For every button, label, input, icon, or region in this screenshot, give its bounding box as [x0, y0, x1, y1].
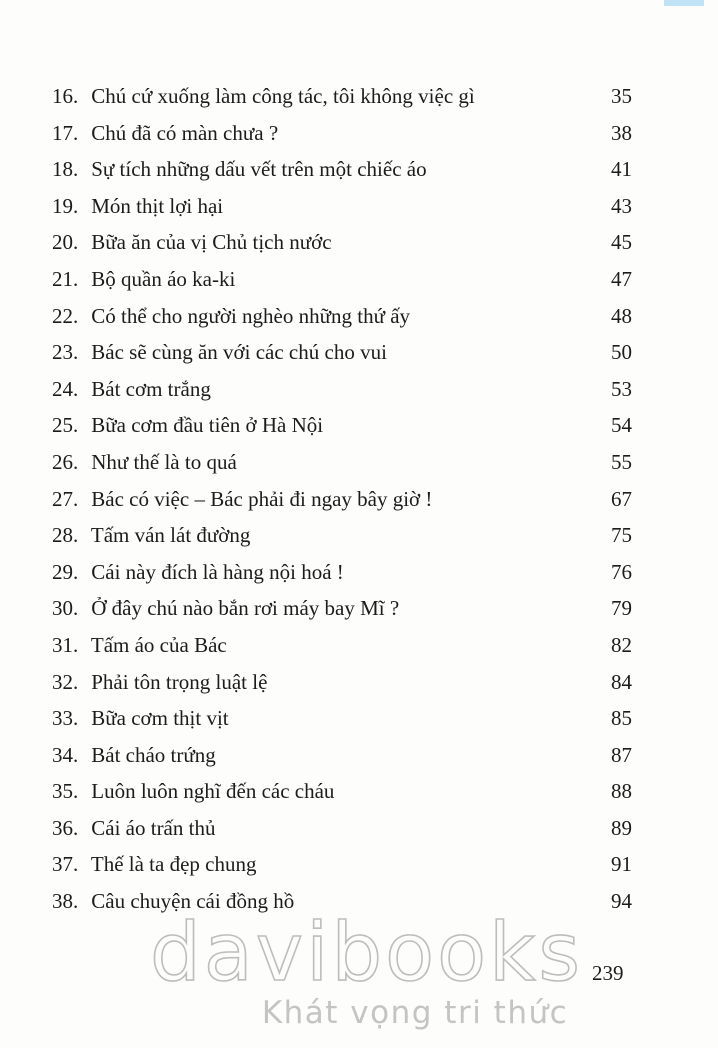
- toc-entry-number: 32.: [52, 669, 79, 694]
- toc-entry-text: [52, 78, 475, 115]
- toc-entry-text: [52, 115, 278, 152]
- toc-entry: [52, 151, 632, 188]
- toc-entry-number: 19.: [52, 193, 79, 218]
- toc-entry-number: 26.: [52, 449, 79, 474]
- toc-entry-title: Chú đã có màn chưa ?: [91, 120, 279, 145]
- toc-entry-text: [52, 188, 223, 225]
- toc-entry-number: 36.: [52, 815, 79, 840]
- toc-entry-page: 76: [611, 559, 632, 584]
- toc-entry-title: Bữa cơm đầu tiên ở Hà Nội: [91, 413, 324, 438]
- toc-entry-page: 54: [611, 413, 632, 438]
- toc-entry-number: 30.: [52, 596, 79, 621]
- toc-entry-page: 43: [611, 193, 632, 218]
- toc-entry: [52, 590, 632, 627]
- toc-entry-text: [52, 846, 256, 883]
- toc-entry-text: [52, 810, 215, 847]
- toc-entry: [52, 78, 632, 115]
- toc-entry-page: 82: [611, 632, 632, 657]
- toc-entry-page: 38: [611, 120, 632, 145]
- toc-entry: [52, 224, 632, 261]
- toc-entry-text: [52, 773, 334, 810]
- toc-entry-title: Bát cháo trứng: [91, 742, 216, 767]
- toc-entry-title: Tấm áo của Bác: [90, 632, 227, 657]
- toc-entry-text: [52, 700, 229, 737]
- toc-entry-text: [52, 298, 410, 335]
- toc-entry-text: [52, 664, 267, 701]
- toc-entry: [52, 188, 632, 225]
- toc-entry: [52, 664, 632, 701]
- toc-entry-title: Món thịt lợi hại: [91, 193, 224, 218]
- corner-color-mark: [664, 0, 704, 6]
- toc-entry-page: 88: [611, 779, 632, 804]
- toc-entry: [52, 810, 632, 847]
- toc-entry-title: Bác sẽ cùng ăn với các chú cho vui: [91, 340, 387, 365]
- toc-entry-title: Cái áo trấn thủ: [91, 815, 216, 840]
- toc-entry-page: 94: [611, 889, 632, 914]
- toc-entry-text: [52, 334, 387, 371]
- toc-entry-page: 84: [611, 669, 632, 694]
- toc-entry-page: 75: [611, 523, 632, 548]
- page-number: 239: [592, 961, 624, 985]
- toc-entry-text: [52, 444, 237, 481]
- toc-entry-text: [52, 554, 344, 591]
- toc-entry-number: 33.: [52, 706, 79, 731]
- toc-entry-number: 35.: [52, 779, 79, 804]
- toc-entry-title: Bữa cơm thịt vịt: [91, 706, 229, 731]
- toc-entry-text: [52, 261, 235, 298]
- toc-entry-page: 91: [611, 852, 632, 877]
- toc-entry: [52, 517, 632, 554]
- toc-entry-number: 28.: [52, 523, 79, 548]
- toc-entry-number: 38.: [52, 889, 79, 914]
- toc-entry-page: 67: [611, 486, 632, 511]
- toc-entry-number: 18.: [52, 157, 79, 182]
- toc-entry: [52, 773, 632, 810]
- table-of-contents: [52, 78, 632, 920]
- toc-entry-number: 24.: [52, 376, 79, 401]
- toc-entry-page: 45: [611, 230, 632, 255]
- toc-entry-page: 48: [611, 303, 632, 328]
- toc-entry-number: 23.: [52, 340, 79, 365]
- toc-entry-title: Như thế là to quá: [91, 449, 237, 474]
- toc-entry-page: 47: [611, 266, 632, 291]
- toc-entry: [52, 737, 632, 774]
- toc-entry-number: 20.: [52, 230, 79, 255]
- toc-entry-text: [52, 407, 323, 444]
- toc-entry-text: [52, 151, 427, 188]
- toc-entry-title: Sự tích những dấu vết trên một chiếc áo: [91, 157, 427, 182]
- toc-entry: [52, 371, 632, 408]
- toc-entry-number: 37.: [52, 852, 79, 877]
- toc-entry: [52, 481, 632, 518]
- toc-entry: [52, 846, 632, 883]
- watermark-brand: davibooks: [150, 906, 584, 999]
- toc-entry: [52, 334, 632, 371]
- toc-entry-title: Phải tôn trọng luật lệ: [91, 669, 268, 694]
- toc-entry-number: 22.: [52, 303, 79, 328]
- toc-entry: [52, 261, 632, 298]
- toc-entry: [52, 115, 632, 152]
- toc-entry-number: 17.: [52, 120, 79, 145]
- toc-entry: [52, 883, 632, 920]
- toc-entry-title: Thế là ta đẹp chung: [90, 852, 257, 877]
- toc-entry-title: Bữa ăn của vị Chủ tịch nước: [91, 230, 332, 255]
- toc-entry-number: 16.: [52, 84, 79, 108]
- toc-entry-title: Luôn luôn nghĩ đến các cháu: [91, 779, 335, 804]
- toc-entry-page: 79: [611, 596, 632, 621]
- toc-entry-page: 89: [611, 815, 632, 840]
- toc-entry-page: 85: [611, 706, 632, 731]
- toc-entry-page: 35: [611, 84, 632, 108]
- toc-entry-text: [52, 517, 250, 554]
- toc-entry-text: [52, 737, 216, 774]
- toc-entry-number: 31.: [52, 632, 79, 657]
- toc-entry-title: Có thể cho người nghèo những thứ ấy: [91, 303, 411, 328]
- toc-entry-title: Bác có việc – Bác phải đi ngay bây giờ !: [91, 486, 433, 511]
- toc-entry-title: Cái này đích là hàng nội hoá !: [91, 559, 344, 584]
- toc-entry-text: [52, 883, 294, 920]
- watermark-slogan: Khát vọng tri thức: [261, 995, 569, 1031]
- toc-entry-number: 21.: [52, 266, 79, 291]
- toc-entry-title: Chú cứ xuống làm công tác, tôi không việc gì: [91, 84, 475, 108]
- toc-entry: [52, 444, 632, 481]
- toc-entry-page: 41: [611, 157, 632, 182]
- watermark: [150, 905, 584, 1031]
- toc-entry-title: Câu chuyện cái đồng hồ: [91, 889, 295, 914]
- toc-entry-text: [52, 627, 227, 664]
- toc-entry-page: 87: [611, 742, 632, 767]
- toc-entry-text: [52, 371, 211, 408]
- toc-entry-number: 25.: [52, 413, 79, 438]
- toc-entry-title: Bộ quần áo ka-ki: [91, 266, 236, 291]
- toc-entry: [52, 700, 632, 737]
- toc-entry-number: 34.: [52, 742, 79, 767]
- toc-entry-page: 50: [611, 340, 632, 365]
- toc-entry-text: [52, 224, 332, 261]
- toc-entry-text: [52, 481, 432, 518]
- toc-entry: [52, 627, 632, 664]
- toc-entry: [52, 298, 632, 335]
- toc-entry: [52, 554, 632, 591]
- toc-entry-text: [52, 590, 399, 627]
- toc-entry-title: Tấm ván lát đường: [90, 523, 251, 548]
- toc-entry-title: Bát cơm trắng: [91, 376, 211, 401]
- toc-entry-title: Ở đây chú nào bắn rơi máy bay Mĩ ?: [91, 596, 400, 621]
- toc-entry-number: 27.: [52, 486, 79, 511]
- toc-entry: [52, 407, 632, 444]
- toc-entry-page: 53: [611, 376, 632, 401]
- toc-entry-number: 29.: [52, 559, 79, 584]
- toc-entry-page: 55: [611, 449, 632, 474]
